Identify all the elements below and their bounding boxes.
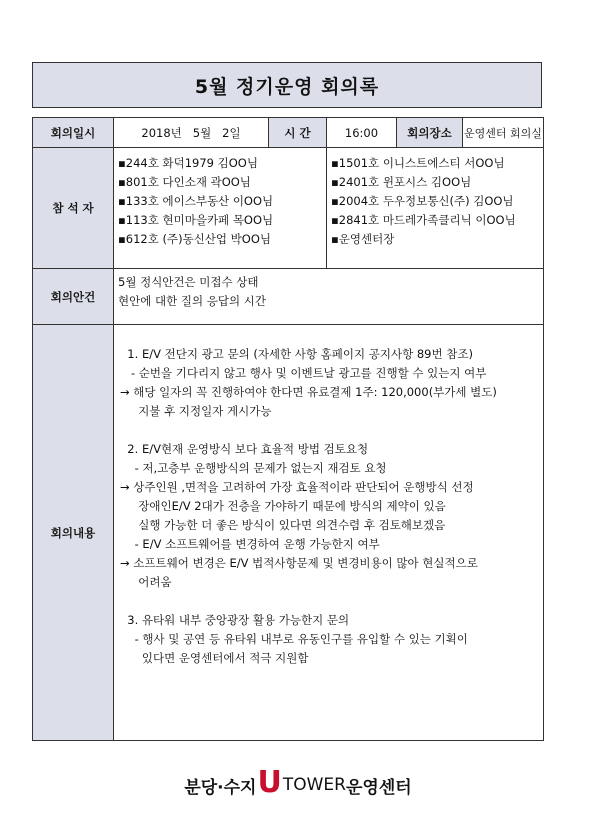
attendees-left-list (114, 148, 327, 268)
agenda-cell (114, 269, 544, 325)
content-line: → 상주인원 ,면적을 고려하여 가장 효율적이라 판단되어 운행방식 선정 (120, 480, 474, 494)
minutes-table (32, 117, 544, 741)
attendee: ▪612호 (주)동신산업 박OO님 (118, 232, 272, 246)
content-line: - E/V 소프트웨어를 변경하여 운행 가능한지 여부 (120, 537, 380, 551)
attendees-right-list (327, 148, 543, 268)
content-line: 지불 후 지정일자 게시가능 (120, 404, 272, 418)
place-label: 회의장소 (397, 118, 463, 148)
agenda-line: 5월 정식안건은 미접수 상태 (118, 275, 259, 289)
attendee: ▪1501호 이니스트에스티 서OO님 (331, 156, 505, 170)
content-line: → 해당 일자의 꼭 진행하여야 한다면 유료결제 1주: 120,000(부가세 별도) (120, 385, 497, 399)
footer-prefix: 분당·수지 (184, 777, 257, 798)
content-line: 2. E/V현재 운영방식 보다 효율적 방법 검토요청 (120, 442, 369, 456)
agenda-line: 현안에 대한 질의 응답의 시간 (118, 294, 266, 308)
content-line: 1. E/V 전단지 광고 문의 (자세한 사항 홈페이지 공지사항 89번 참조) (120, 347, 473, 361)
content-line: → 소프트웨어 변경은 E/V 법적사항문제 및 변경비용이 많아 현실적으로 (120, 556, 478, 570)
attendee: ▪133호 에이스부동산 이OO님 (118, 194, 274, 208)
place-value: 운영센터 회의실 (463, 118, 544, 148)
content-line: 실행 가능한 더 좋은 방식이 있다면 의견수렴 후 검토해보겠음 (120, 518, 446, 532)
footer-logo (0, 765, 596, 800)
attendee: ▪2841호 마드레가족클리닉 이OO님 (331, 213, 516, 227)
date-value: 2018년 5월 2일 (114, 118, 269, 148)
attendee: ▪244호 화덕1979 김OO님 (118, 156, 258, 170)
footer-u-mark: U (257, 765, 282, 800)
document-title: 5월 정기운영 회의록 (32, 62, 542, 108)
time-value: 16:00 (327, 118, 397, 148)
attendee: ▪113호 현미마을카페 목OO님 (118, 213, 274, 227)
content-line: 3. 유타워 내부 중앙광장 활용 가능한지 문의 (120, 613, 350, 627)
content-line: 장애인E/V 2대가 전층을 가야하기 때문에 방식의 제약이 있음 (120, 499, 446, 513)
attendee: ▪2401호 윈포시스 김OO님 (331, 175, 472, 189)
attendee: ▪2004호 두우정보통신(주) 김OO님 (331, 194, 514, 208)
content-line: 있다면 운영센터에서 적극 지원함 (120, 651, 309, 665)
footer-suffix: 운영센터 (345, 777, 412, 798)
time-label: 시 간 (269, 118, 327, 148)
agenda-label: 회의안건 (33, 269, 114, 325)
attendees-label: 참 석 자 (33, 148, 114, 269)
content-cell (114, 325, 544, 741)
attendees-cell (114, 148, 544, 269)
content-line: - 저,고층부 운행방식의 문제가 없는지 재검토 요청 (120, 461, 387, 475)
content-line: - 순번을 기다리지 않고 행사 및 이벤트날 광고를 진행할 수 있는지 여부 (120, 366, 487, 380)
date-label: 회의일시 (33, 118, 114, 148)
content-line: - 행사 및 공연 등 유타워 내부로 유동인구를 유입할 수 있는 기획이 (120, 632, 468, 646)
attendee: ▪801호 다인소재 곽OO님 (118, 175, 251, 189)
content-line: 어려움 (120, 575, 172, 589)
footer-tower: TOWER (282, 775, 346, 795)
content-label: 회의내용 (33, 325, 114, 741)
attendee: ▪운영센터장 (331, 232, 395, 246)
